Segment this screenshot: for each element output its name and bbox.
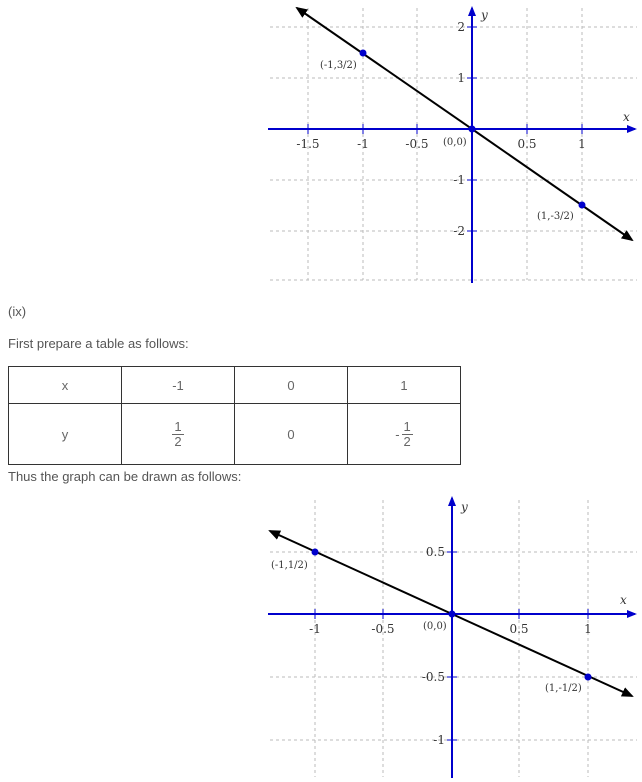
y-tick-label: 0.5 bbox=[425, 545, 445, 559]
x-tick-label: 1 bbox=[578, 137, 586, 151]
fraction-numerator: 1 bbox=[403, 418, 411, 434]
outro-text: Thus the graph can be drawn as follows: bbox=[8, 469, 242, 484]
intro-text: First prepare a table as follows: bbox=[8, 336, 189, 351]
y-tick-label: 1 bbox=[457, 71, 465, 85]
fraction-denominator: 2 bbox=[403, 433, 411, 449]
point-label: (1,-1/2) bbox=[545, 683, 582, 694]
table-cell bbox=[348, 404, 461, 465]
table-row bbox=[9, 404, 461, 465]
table-cell: y bbox=[9, 404, 122, 465]
fraction-denominator: 2 bbox=[174, 434, 182, 449]
y-axis-label: y bbox=[461, 500, 468, 514]
table-cell: x bbox=[9, 367, 122, 404]
point-label: (0,0) bbox=[423, 621, 447, 632]
table-cell: 1 bbox=[348, 367, 461, 404]
data-point bbox=[469, 126, 476, 133]
x-axis-label: x bbox=[620, 593, 627, 607]
y-tick-label: -0.5 bbox=[421, 670, 445, 684]
graph-line-1 bbox=[265, 0, 642, 285]
table-cell: 0 bbox=[235, 367, 348, 404]
part-label: (ix) bbox=[8, 304, 27, 319]
x-tick-label: -1 bbox=[357, 137, 369, 151]
point-label: (0,0) bbox=[443, 137, 467, 148]
plotted-line bbox=[472, 129, 632, 240]
fraction bbox=[395, 420, 413, 449]
table-cell: -1 bbox=[122, 367, 235, 404]
data-point bbox=[579, 202, 586, 209]
x-tick-label: -1 bbox=[309, 622, 321, 636]
fraction-numerator: 1 bbox=[174, 419, 182, 434]
data-point bbox=[360, 50, 367, 57]
plotted-line bbox=[452, 614, 632, 696]
x-tick-label: 0.5 bbox=[509, 622, 529, 636]
plotted-line bbox=[270, 531, 452, 614]
x-tick-label: -1.5 bbox=[296, 137, 320, 151]
value-table bbox=[8, 366, 461, 465]
x-tick-label: 1 bbox=[584, 622, 592, 636]
point-label: (1,-3/2) bbox=[537, 211, 574, 222]
point-label: (-1,3/2) bbox=[320, 60, 357, 71]
y-tick-label: -1 bbox=[433, 733, 445, 747]
table-cell bbox=[122, 404, 235, 465]
graph-line-2 bbox=[265, 495, 642, 780]
fraction bbox=[172, 420, 183, 449]
data-point bbox=[585, 674, 592, 681]
x-tick-label: -0.5 bbox=[405, 137, 429, 151]
table-row bbox=[9, 367, 461, 404]
x-tick-label: 0.5 bbox=[517, 137, 537, 151]
y-axis-label: y bbox=[481, 8, 488, 22]
point-label: (-1,1/2) bbox=[271, 560, 308, 571]
x-tick-label: -0.5 bbox=[371, 622, 395, 636]
table-cell: 0 bbox=[235, 404, 348, 465]
grid-lines bbox=[270, 500, 637, 777]
y-tick-label: -2 bbox=[453, 224, 465, 238]
y-tick-label: -1 bbox=[453, 173, 465, 187]
data-point bbox=[312, 549, 319, 556]
data-point bbox=[449, 611, 456, 618]
x-axis-label: x bbox=[623, 110, 630, 124]
fraction-sign: - bbox=[395, 426, 400, 442]
y-tick-label: 2 bbox=[457, 20, 465, 34]
